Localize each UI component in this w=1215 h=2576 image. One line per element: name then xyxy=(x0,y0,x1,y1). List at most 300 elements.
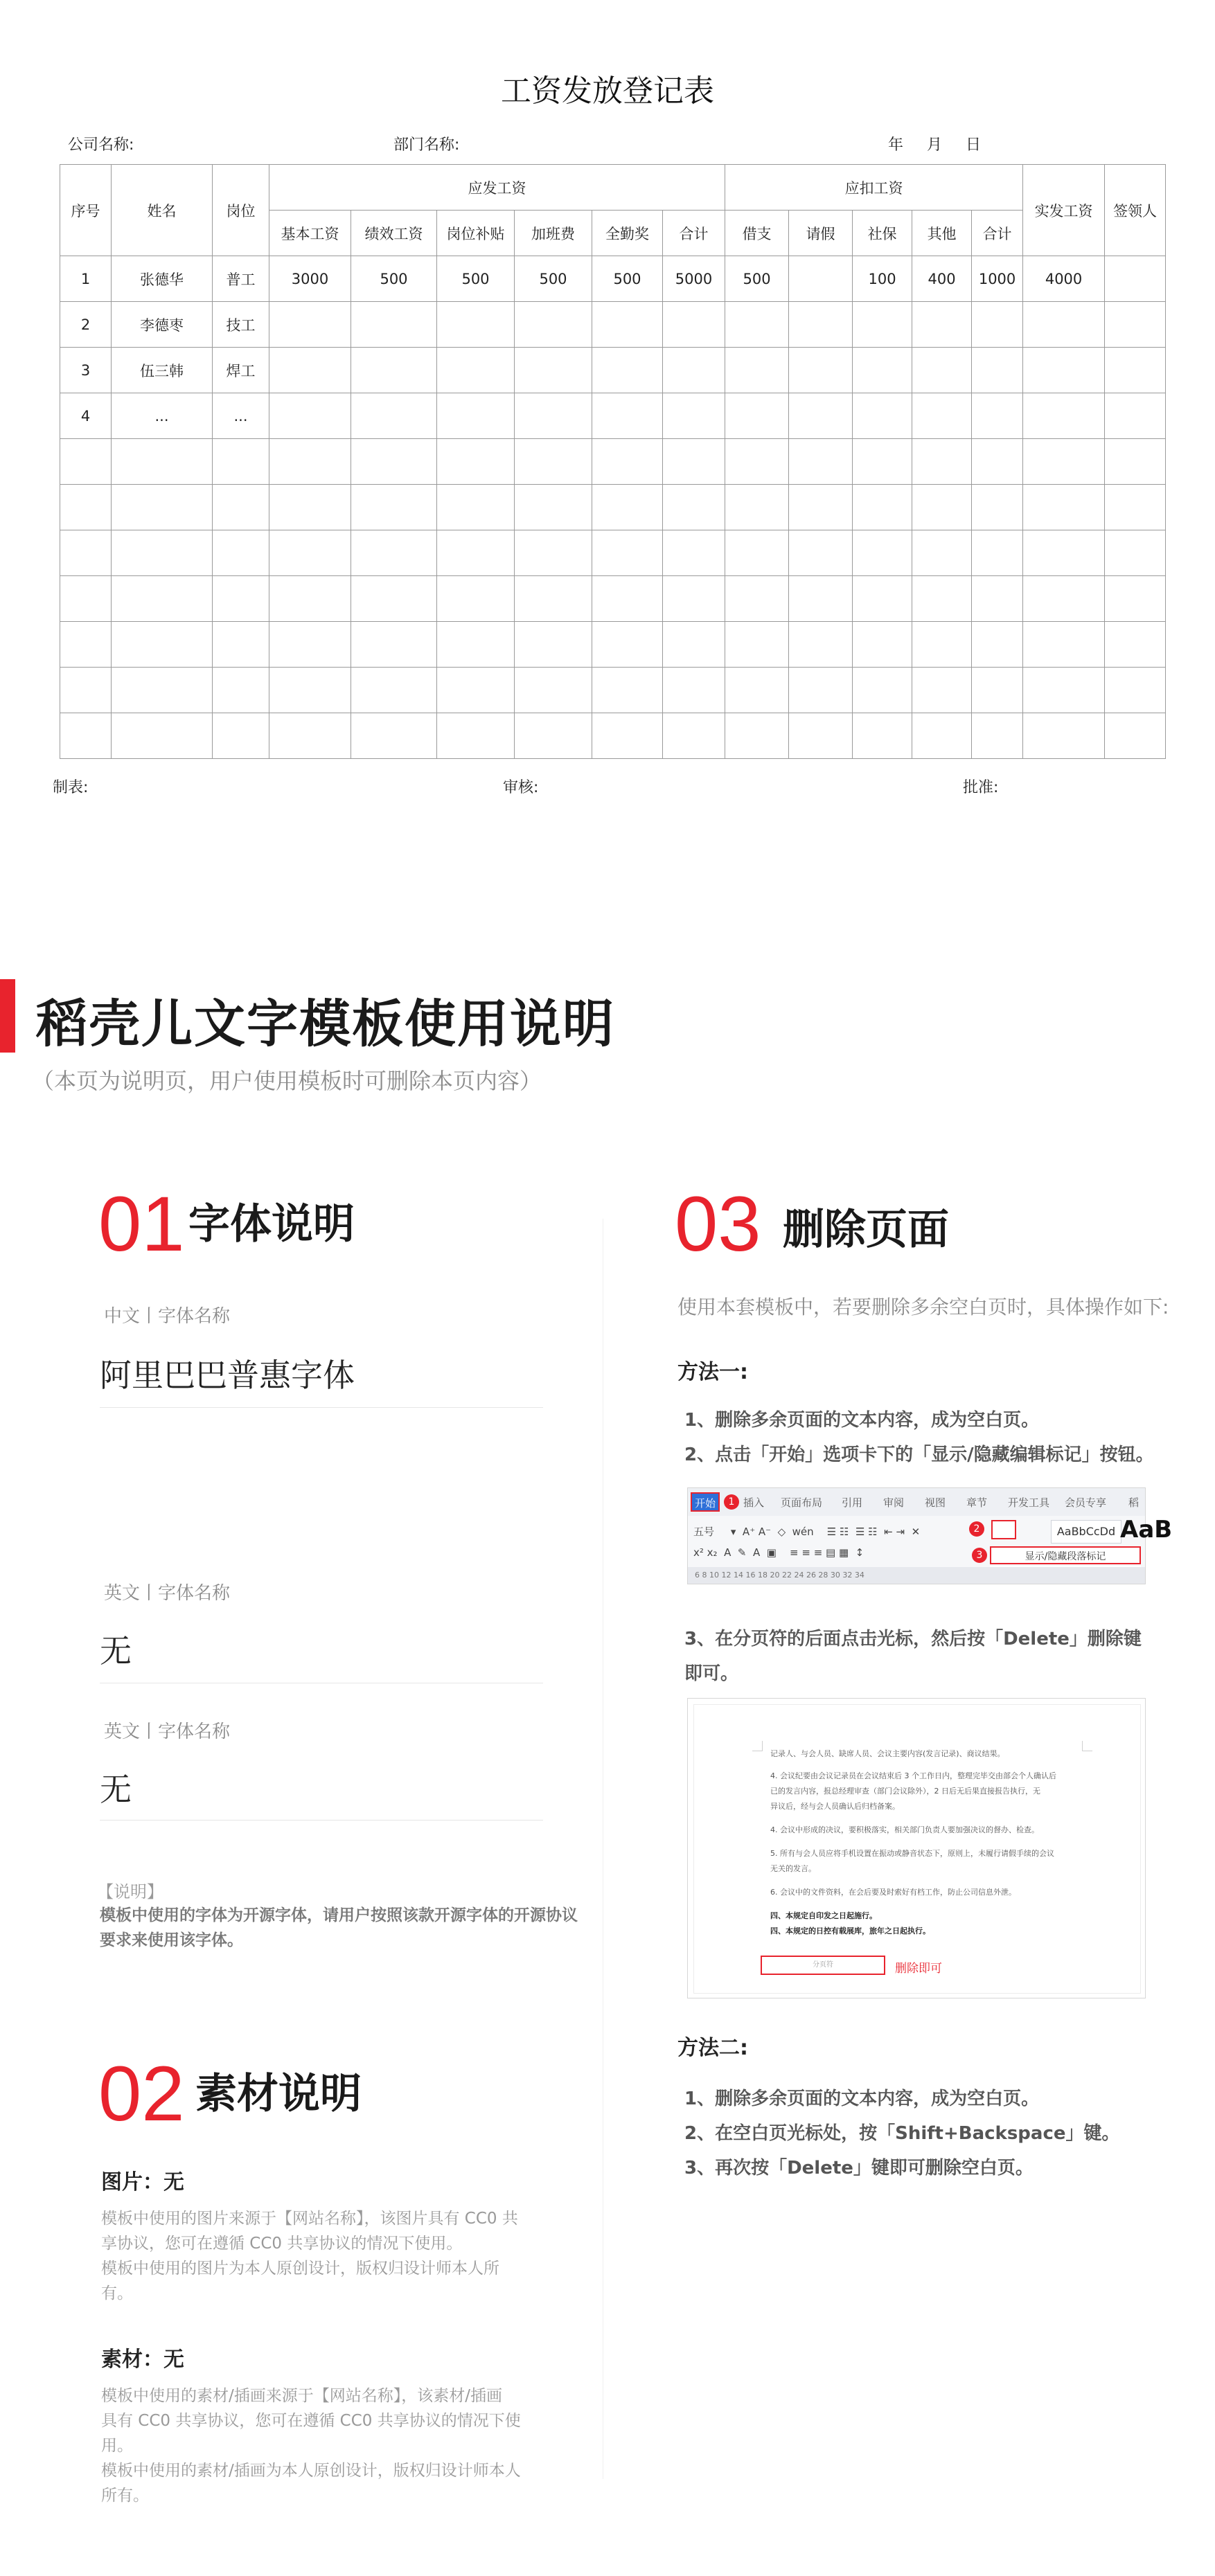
cell-empty xyxy=(60,576,112,622)
header-post-allowance: 岗位补贴 xyxy=(437,211,515,256)
cell-empty xyxy=(515,622,592,668)
cell-empty xyxy=(663,713,725,759)
cell-signer xyxy=(1105,302,1166,348)
ribbon-screenshot xyxy=(687,1487,1173,1584)
table-row-empty xyxy=(60,622,1166,668)
cell-empty xyxy=(351,439,437,485)
cell-empty xyxy=(912,485,972,530)
cell-empty xyxy=(515,485,592,530)
ribbon-format-row: x² x₂ A ✎ A ▣ ≡ ≡ ≡ ▤ ▦ ↕ xyxy=(693,1546,864,1559)
guide-title: 稻壳儿文字模板使用说明 xyxy=(36,994,615,1054)
cell-deduct xyxy=(725,393,789,439)
cell-empty xyxy=(515,668,592,713)
section-02-number: 02 xyxy=(98,2050,185,2137)
header-net-pay: 实发工资 xyxy=(1023,165,1105,256)
cell-empty xyxy=(789,530,853,576)
cell-name: ... xyxy=(112,393,213,439)
cell-empty xyxy=(269,622,351,668)
header-payable-group: 应发工资 xyxy=(269,165,725,211)
cell-position: 焊工 xyxy=(213,348,269,393)
en-font-value-1: 无 xyxy=(100,1632,132,1670)
table-row-empty xyxy=(60,576,1166,622)
cell-empty xyxy=(853,485,912,530)
cell-deduct xyxy=(789,302,853,348)
cell-empty xyxy=(592,439,663,485)
table-row-empty xyxy=(60,713,1166,759)
cell-net-pay xyxy=(1023,302,1105,348)
cell-empty xyxy=(269,713,351,759)
page-break-marker: 分页符 xyxy=(761,1956,885,1975)
font-note-heading: 【说明】 xyxy=(97,1882,163,1902)
cell-empty xyxy=(60,622,112,668)
cell-empty xyxy=(592,530,663,576)
cell-empty xyxy=(351,485,437,530)
cell-empty xyxy=(437,439,515,485)
cell-payable xyxy=(592,348,663,393)
cell-empty xyxy=(912,576,972,622)
cell-empty xyxy=(351,622,437,668)
accent-bar xyxy=(0,979,15,1053)
reviewed-by-label: 审核: xyxy=(503,779,539,796)
method-one-step-3-line-1: 3、在分页符的后面点击光标，然后按「Delete」删除键 xyxy=(684,1629,1142,1649)
cell-empty xyxy=(269,485,351,530)
salary-table xyxy=(60,164,1166,759)
cell-empty xyxy=(789,439,853,485)
en-font-value-2: 无 xyxy=(100,1771,132,1808)
cell-empty xyxy=(912,713,972,759)
cell-empty xyxy=(269,439,351,485)
table-row-empty xyxy=(60,485,1166,530)
cell-name: 李德枣 xyxy=(112,302,213,348)
cell-deduct: 100 xyxy=(853,256,912,302)
cell-empty xyxy=(663,439,725,485)
cell-empty xyxy=(437,485,515,530)
material-heading: 素材：无 xyxy=(101,2347,184,2372)
delete-intro: 使用本套模板中，若要删除多余空白页时，具体操作如下: xyxy=(677,1296,1169,1318)
document-screenshot xyxy=(687,1698,1146,1998)
cell-deduct: 500 xyxy=(725,256,789,302)
cell-empty xyxy=(592,668,663,713)
cell-empty xyxy=(1023,576,1105,622)
cell-payable xyxy=(663,302,725,348)
cell-empty xyxy=(663,622,725,668)
cell-deduct xyxy=(972,302,1023,348)
cell-deduct xyxy=(725,302,789,348)
department-name-label: 部门名称: xyxy=(393,136,460,154)
table-row-empty xyxy=(60,668,1166,713)
cell-empty xyxy=(1105,668,1166,713)
ribbon-font-row xyxy=(693,1524,920,1539)
cn-font-label: 中文丨字体名称 xyxy=(104,1306,231,1327)
cell-empty xyxy=(725,485,789,530)
step-marker-2: 2 xyxy=(969,1521,984,1537)
cell-empty xyxy=(112,713,213,759)
cell-empty xyxy=(515,576,592,622)
cell-empty xyxy=(972,622,1023,668)
cell-empty xyxy=(1023,713,1105,759)
cell-empty xyxy=(725,576,789,622)
cell-empty xyxy=(789,713,853,759)
ribbon-tab: 会员专享 xyxy=(1065,1496,1107,1509)
cell-deduct xyxy=(912,393,972,439)
cell-empty xyxy=(853,530,912,576)
doc-line: 已的发言内容，报总经理审查（部门会议除外），2 日后无后果直接报告执行，无 xyxy=(770,1787,1040,1796)
cell-empty xyxy=(1023,485,1105,530)
cell-net-pay xyxy=(1023,348,1105,393)
cell-empty xyxy=(1105,485,1166,530)
cell-position: 技工 xyxy=(213,302,269,348)
cell-payable: 3000 xyxy=(269,256,351,302)
cell-empty xyxy=(853,713,912,759)
format-icons: ▾ A⁺ A⁻ ◇ wén ☰ ☷ ☰ ☷ ⇤ ⇥ ✕ xyxy=(717,1526,921,1538)
doc-line: 四、本规定自印发之日起施行。 xyxy=(770,1911,877,1920)
cell-empty xyxy=(351,530,437,576)
cell-deduct: 400 xyxy=(912,256,972,302)
cell-empty xyxy=(592,576,663,622)
cell-empty xyxy=(725,439,789,485)
cell-seq: 3 xyxy=(60,348,112,393)
cell-empty xyxy=(972,530,1023,576)
image-description xyxy=(101,2206,518,2306)
cell-empty xyxy=(1105,439,1166,485)
cell-payable: 500 xyxy=(515,256,592,302)
cell-name: 伍三韩 xyxy=(112,348,213,393)
cell-deduct xyxy=(853,348,912,393)
cell-deduct xyxy=(789,348,853,393)
cell-empty xyxy=(663,485,725,530)
divider-line xyxy=(100,1407,543,1408)
section-03-title: 删除页面 xyxy=(783,1206,949,1254)
cell-empty xyxy=(912,439,972,485)
table-row-empty xyxy=(60,530,1166,576)
font-note-body xyxy=(100,1903,578,1953)
header-social-insurance: 社保 xyxy=(853,211,912,256)
cell-payable: 500 xyxy=(351,256,437,302)
cell-empty xyxy=(1105,713,1166,759)
cell-empty xyxy=(789,576,853,622)
cell-payable xyxy=(437,348,515,393)
material-description-line: 模板中使用的素材/插画为本人原创设计，版权归设计师本人 xyxy=(101,2462,521,2480)
cell-payable xyxy=(269,302,351,348)
cell-deduct xyxy=(789,393,853,439)
cell-empty xyxy=(912,668,972,713)
cell-empty xyxy=(60,668,112,713)
table-row xyxy=(60,256,1166,302)
section-01-title: 字体说明 xyxy=(188,1200,355,1249)
font-note-line: 要求来使用该字体。 xyxy=(100,1931,243,1949)
cell-empty xyxy=(60,439,112,485)
ribbon-tab: 页面布局 xyxy=(781,1496,823,1509)
cell-empty xyxy=(213,622,269,668)
cell-empty xyxy=(663,530,725,576)
table-row xyxy=(60,348,1166,393)
cell-payable xyxy=(437,393,515,439)
cell-empty xyxy=(592,485,663,530)
cell-empty xyxy=(1023,668,1105,713)
cell-payable xyxy=(592,302,663,348)
material-description-line: 具有 CC0 共享协议，您可在遵循 CC0 共享协议的情况下使 xyxy=(101,2412,521,2430)
header-performance-pay: 绩效工资 xyxy=(351,211,437,256)
table-row xyxy=(60,393,1166,439)
cell-deduct: 1000 xyxy=(972,256,1023,302)
header-deduct-group: 应扣工资 xyxy=(725,165,1023,211)
method-one-step-1: 1、删除多余页面的文本内容，成为空白页。 xyxy=(684,1410,1040,1431)
cell-empty xyxy=(112,622,213,668)
cell-empty xyxy=(853,622,912,668)
cell-signer xyxy=(1105,256,1166,302)
ribbon-tab: 章节 xyxy=(966,1496,988,1509)
cell-payable xyxy=(351,302,437,348)
cell-empty xyxy=(213,713,269,759)
cell-empty xyxy=(972,485,1023,530)
cell-empty xyxy=(112,439,213,485)
cell-empty xyxy=(972,576,1023,622)
method-one-step-3-line-2: 即可。 xyxy=(684,1663,739,1684)
show-hide-marks-button xyxy=(991,1520,1016,1539)
ribbon-tab: 视图 xyxy=(925,1496,946,1509)
header-payable-total: 合计 xyxy=(663,211,725,256)
cell-empty xyxy=(663,668,725,713)
image-description-line: 模板中使用的图片为本人原创设计，版权归设计师本人所 xyxy=(101,2260,499,2278)
header-signer: 签领人 xyxy=(1105,165,1166,256)
cell-empty xyxy=(789,668,853,713)
cell-empty xyxy=(972,439,1023,485)
cell-empty xyxy=(351,668,437,713)
cell-empty xyxy=(213,530,269,576)
cell-empty xyxy=(725,530,789,576)
cell-empty xyxy=(437,668,515,713)
cell-empty xyxy=(972,713,1023,759)
cell-empty xyxy=(269,530,351,576)
cell-payable xyxy=(663,393,725,439)
cell-deduct xyxy=(789,256,853,302)
cell-empty xyxy=(725,713,789,759)
cell-empty xyxy=(213,439,269,485)
ruler-ticks: 6 8 10 12 14 16 18 20 22 24 26 28 30 32 34 xyxy=(695,1571,864,1580)
cell-seq: 4 xyxy=(60,393,112,439)
cell-deduct xyxy=(912,348,972,393)
ruler xyxy=(688,1567,1145,1584)
cell-net-pay xyxy=(1023,393,1105,439)
cell-empty xyxy=(112,576,213,622)
cell-empty xyxy=(515,439,592,485)
cell-empty xyxy=(1105,622,1166,668)
cell-empty xyxy=(437,576,515,622)
step-marker-3: 3 xyxy=(972,1548,987,1563)
cell-empty xyxy=(60,530,112,576)
cell-empty xyxy=(213,668,269,713)
font-note-line: 模板中使用的字体为开源字体，请用户按照该款开源字体的开源协议 xyxy=(100,1906,578,1924)
cell-empty xyxy=(789,622,853,668)
menu-show-paragraph-marks: 显示/隐藏段落标记 xyxy=(990,1546,1141,1564)
cell-empty xyxy=(853,668,912,713)
cell-empty xyxy=(437,530,515,576)
method-two-step-3: 3、再次按「Delete」键即可删除空白页。 xyxy=(684,2158,1034,2179)
cn-font-value: 阿里巴巴普惠字体 xyxy=(100,1357,355,1394)
cell-empty xyxy=(112,668,213,713)
cell-deduct xyxy=(972,348,1023,393)
header-attendance-bonus: 全勤奖 xyxy=(592,211,663,256)
cell-empty xyxy=(592,622,663,668)
made-by-label: 制表: xyxy=(53,779,89,796)
table-row-empty xyxy=(60,439,1166,485)
cell-empty xyxy=(1023,439,1105,485)
cell-empty xyxy=(269,668,351,713)
cell-payable xyxy=(269,348,351,393)
image-heading: 图片：无 xyxy=(101,2170,184,2194)
doc-line: 无关的发言。 xyxy=(770,1864,816,1873)
cell-empty xyxy=(789,485,853,530)
cell-payable xyxy=(269,393,351,439)
ribbon-tab: 开发工具 xyxy=(1008,1496,1050,1509)
cell-empty xyxy=(912,530,972,576)
cell-payable xyxy=(351,348,437,393)
cell-deduct xyxy=(725,348,789,393)
section-01-number: 01 xyxy=(98,1181,185,1267)
delete-note: 删除即可 xyxy=(895,1962,942,1976)
cell-empty xyxy=(725,668,789,713)
cell-signer xyxy=(1105,393,1166,439)
style-sample-large: AaB xyxy=(1120,1516,1173,1544)
cell-empty xyxy=(112,530,213,576)
method-two-step-2: 2、在空白页光标处，按「Shift+Backspace」键。 xyxy=(684,2123,1120,2144)
cell-seq: 2 xyxy=(60,302,112,348)
cell-deduct xyxy=(853,302,912,348)
cell-empty xyxy=(515,713,592,759)
font-size-select: 五号 xyxy=(693,1526,715,1538)
cell-empty xyxy=(112,485,213,530)
cell-signer xyxy=(1105,348,1166,393)
date-year-label: 年 xyxy=(888,136,904,154)
date-day-label: 日 xyxy=(966,136,982,154)
header-overtime-pay: 加班费 xyxy=(515,211,592,256)
cell-empty xyxy=(351,576,437,622)
section-03-number: 03 xyxy=(675,1181,761,1267)
image-description-line: 模板中使用的图片来源于【网站名称】，该图片具有 CC0 共 xyxy=(101,2210,518,2228)
cell-empty xyxy=(60,485,112,530)
doc-line: 4. 会议中形成的决议，要积极落实，相关部门负责人要加强决议的督办、检查。 xyxy=(770,1825,1039,1834)
table-header-row xyxy=(60,165,1166,211)
cell-position: ... xyxy=(213,393,269,439)
cell-empty xyxy=(853,439,912,485)
method-one-step-2: 2、点击「开始」选项卡下的「显示/隐藏编辑标记」按钮。 xyxy=(684,1444,1154,1465)
cell-empty xyxy=(351,713,437,759)
header-basic-salary: 基本工资 xyxy=(269,211,351,256)
cell-empty xyxy=(269,576,351,622)
cell-position: 普工 xyxy=(213,256,269,302)
cell-payable: 5000 xyxy=(663,256,725,302)
header-position: 岗位 xyxy=(213,165,269,256)
document-title: 工资发放登记表 xyxy=(501,73,714,109)
document-page xyxy=(693,1704,1141,1994)
margin-corner xyxy=(752,1741,763,1751)
divider-line xyxy=(100,1820,543,1821)
cell-empty xyxy=(725,622,789,668)
cell-empty xyxy=(1105,576,1166,622)
header-name: 姓名 xyxy=(112,165,213,256)
ribbon-tab: 插入 xyxy=(743,1496,765,1509)
cell-payable xyxy=(515,348,592,393)
doc-line: 4. 会议纪要由会议记录员在会议结束后 3 个工作日内，整理完毕交由部会个人确认后 xyxy=(770,1771,1056,1780)
doc-line: 5. 所有与会人员应将手机设置在振动或静音状态下，原则上，未履行请假手续的会议 xyxy=(770,1849,1054,1858)
cell-deduct xyxy=(972,393,1023,439)
doc-line: 6. 会议中的文件资料，在会后要及时索好有档工作，防止公司信息外泄。 xyxy=(770,1888,1016,1897)
cell-name: 张德华 xyxy=(112,256,213,302)
cell-seq: 1 xyxy=(60,256,112,302)
doc-line: 记录人、与会人员、缺席人员、会议主要内容(发言记录)、商议结果。 xyxy=(770,1749,1005,1758)
en-font-label-1: 英文丨字体名称 xyxy=(104,1583,231,1604)
ribbon-tab-bar xyxy=(688,1488,1145,1516)
cell-payable xyxy=(351,393,437,439)
cell-empty xyxy=(437,713,515,759)
cell-empty xyxy=(437,622,515,668)
company-name-label: 公司名称: xyxy=(68,136,134,154)
table-row xyxy=(60,302,1166,348)
header-other: 其他 xyxy=(912,211,972,256)
method-two-heading: 方法二: xyxy=(677,2036,748,2060)
cell-empty xyxy=(853,576,912,622)
image-description-line: 有。 xyxy=(101,2284,133,2302)
cell-payable xyxy=(663,348,725,393)
material-description-line: 模板中使用的素材/插画来源于【网站名称】，该素材/插画 xyxy=(101,2387,502,2405)
step-marker-1: 1 xyxy=(724,1494,739,1510)
cell-empty xyxy=(1105,530,1166,576)
material-description-line: 用。 xyxy=(101,2437,133,2455)
cell-payable xyxy=(515,393,592,439)
ribbon-tab: 引用 xyxy=(842,1496,863,1509)
cell-payable xyxy=(592,393,663,439)
ribbon-tab: 审阅 xyxy=(883,1496,905,1509)
material-description xyxy=(101,2383,521,2508)
method-two-step-1: 1、删除多余页面的文本内容，成为空白页。 xyxy=(684,2088,1040,2109)
cell-deduct xyxy=(912,302,972,348)
cell-empty xyxy=(592,713,663,759)
header-leave: 请假 xyxy=(789,211,853,256)
cell-empty xyxy=(663,576,725,622)
ribbon-tab-home: 开始 xyxy=(691,1492,720,1512)
material-description-line: 所有。 xyxy=(101,2487,149,2505)
date-month-label: 月 xyxy=(927,136,943,154)
section-02-title: 素材说明 xyxy=(195,2070,362,2118)
cell-empty xyxy=(515,530,592,576)
cell-payable: 500 xyxy=(592,256,663,302)
cell-deduct xyxy=(853,393,912,439)
method-one-heading: 方法一: xyxy=(677,1360,748,1384)
en-font-label-2: 英文丨字体名称 xyxy=(104,1721,231,1742)
cell-payable xyxy=(515,302,592,348)
header-advance: 借支 xyxy=(725,211,789,256)
cell-empty xyxy=(213,485,269,530)
doc-line: 异议后，经与会人员确认后归档备案。 xyxy=(770,1802,900,1811)
cell-net-pay: 4000 xyxy=(1023,256,1105,302)
cell-payable: 500 xyxy=(437,256,515,302)
margin-corner xyxy=(1082,1741,1092,1751)
doc-line: 四、本规定的日控有载展库，旅年之日起执行。 xyxy=(770,1926,930,1935)
cell-empty xyxy=(972,668,1023,713)
image-description-line: 享协议，您可在遵循 CC0 共享协议的情况下使用。 xyxy=(101,2235,463,2253)
cell-empty xyxy=(912,622,972,668)
cell-empty xyxy=(1023,530,1105,576)
cell-empty xyxy=(213,576,269,622)
cell-empty xyxy=(1023,622,1105,668)
cell-empty xyxy=(60,713,112,759)
header-deduct-total: 合计 xyxy=(972,211,1023,256)
approved-by-label: 批准: xyxy=(963,779,999,796)
style-sample: AaBbCcDd xyxy=(1051,1520,1121,1544)
header-seq: 序号 xyxy=(60,165,112,256)
cell-payable xyxy=(437,302,515,348)
ribbon-tab: 稻 xyxy=(1128,1496,1139,1509)
